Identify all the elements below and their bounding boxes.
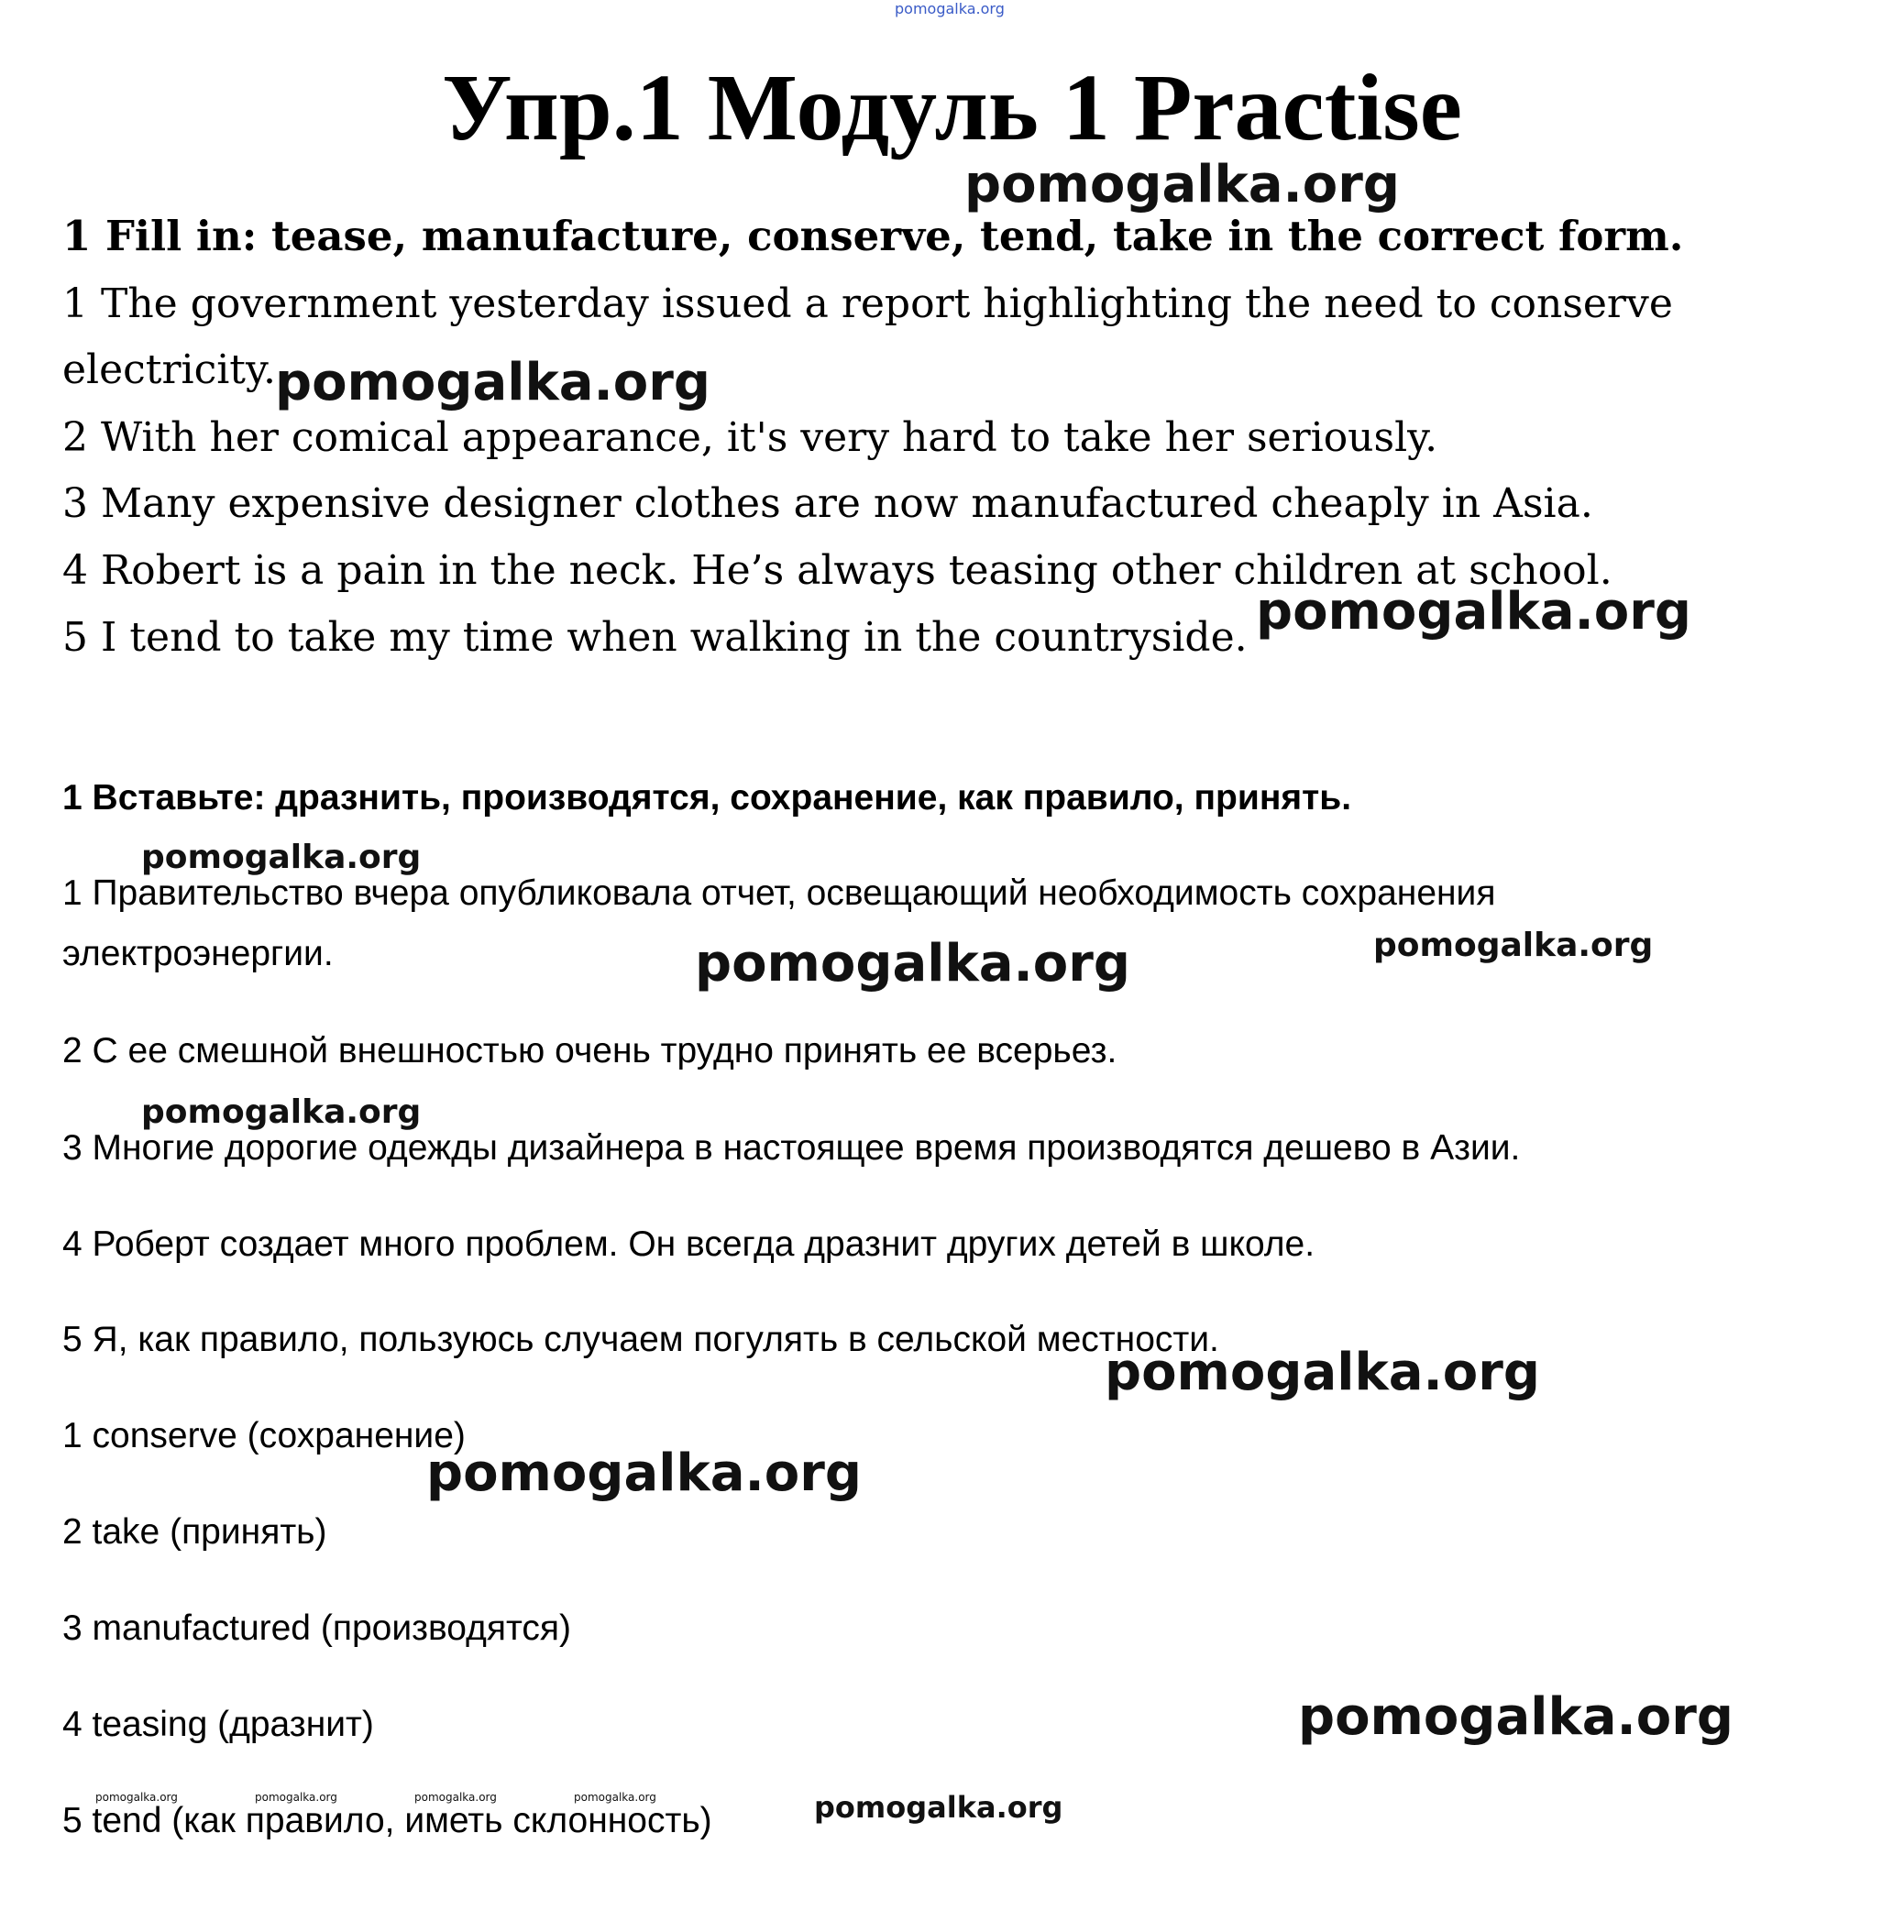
english-line-1b: electricity. (62, 346, 276, 393)
answer-4: 4 teasing (дразнит) (62, 1705, 374, 1744)
watermark: pomogalka.org (814, 1790, 1063, 1825)
watermark-tiny: pomogalka.org (574, 1791, 656, 1804)
watermark: pomogalka.org (141, 839, 422, 876)
answer-3: 3 manufactured (производятся) (62, 1608, 572, 1648)
english-line-5: 5 I tend to take my time when walking in the countryside. (62, 614, 1248, 661)
english-line-2: 2 With her comical appearance, it's very hard to take her seriously. (62, 414, 1438, 461)
watermark: pomogalka.org (964, 155, 1400, 214)
watermark-tiny: pomogalka.org (95, 1791, 178, 1804)
russian-line-2: 2 С ее смешной внешностью очень трудно принять ее всерьез. (62, 1031, 1117, 1070)
watermark: pomogalka.org (695, 934, 1130, 993)
watermark-tiny: pomogalka.org (255, 1791, 337, 1804)
russian-line-3: 3 Многие дорогие одежды дизайнера в настоящее время производятся дешево в Азии. (62, 1128, 1521, 1168)
english-instruction: 1 Fill in: tease, manufacture, conserve, tend, take in the correct form. (62, 212, 1684, 260)
watermark-tiny: pomogalka.org (414, 1791, 497, 1804)
russian-line-4: 4 Роберт создает много проблем. Он всегда дразнит других детей в школе. (62, 1224, 1315, 1264)
watermark: pomogalka.org (1105, 1343, 1540, 1402)
watermark-top: pomogalka.org (895, 0, 1005, 17)
page-title: Упр.1 Модуль 1 Practise (442, 55, 1462, 160)
english-line-1a: 1 The government yesterday issued a report highlighting the need to conserve (62, 280, 1673, 327)
russian-line-1a: 1 Правительство вчера опубликовала отчет, освещающий необходимость сохранения (62, 873, 1496, 913)
watermark: pomogalka.org (141, 1093, 422, 1131)
watermark: pomogalka.org (275, 353, 710, 412)
russian-line-5: 5 Я, как правило, пользуюсь случаем погулять в сельской местности. (62, 1320, 1219, 1359)
watermark: pomogalka.org (1256, 582, 1691, 642)
english-line-4: 4 Robert is a pain in the neck. He’s always teasing other children at school. (62, 547, 1612, 594)
watermark: pomogalka.org (1298, 1687, 1733, 1747)
answer-5: 5 tend (как правило, иметь склонность) (62, 1801, 712, 1840)
answer-1: 1 conserve (сохранение) (62, 1416, 466, 1455)
answer-2: 2 take (принять) (62, 1512, 327, 1552)
watermark: pomogalka.org (426, 1444, 862, 1503)
watermark: pomogalka.org (1373, 927, 1654, 964)
english-line-3: 3 Many expensive designer clothes are now manufactured cheaply in Asia. (62, 480, 1593, 527)
russian-line-1b: электроэнергии. (62, 934, 334, 973)
russian-instruction: 1 Вставьте: дразнить, производятся, сохранение, как правило, принять. (62, 778, 1352, 818)
